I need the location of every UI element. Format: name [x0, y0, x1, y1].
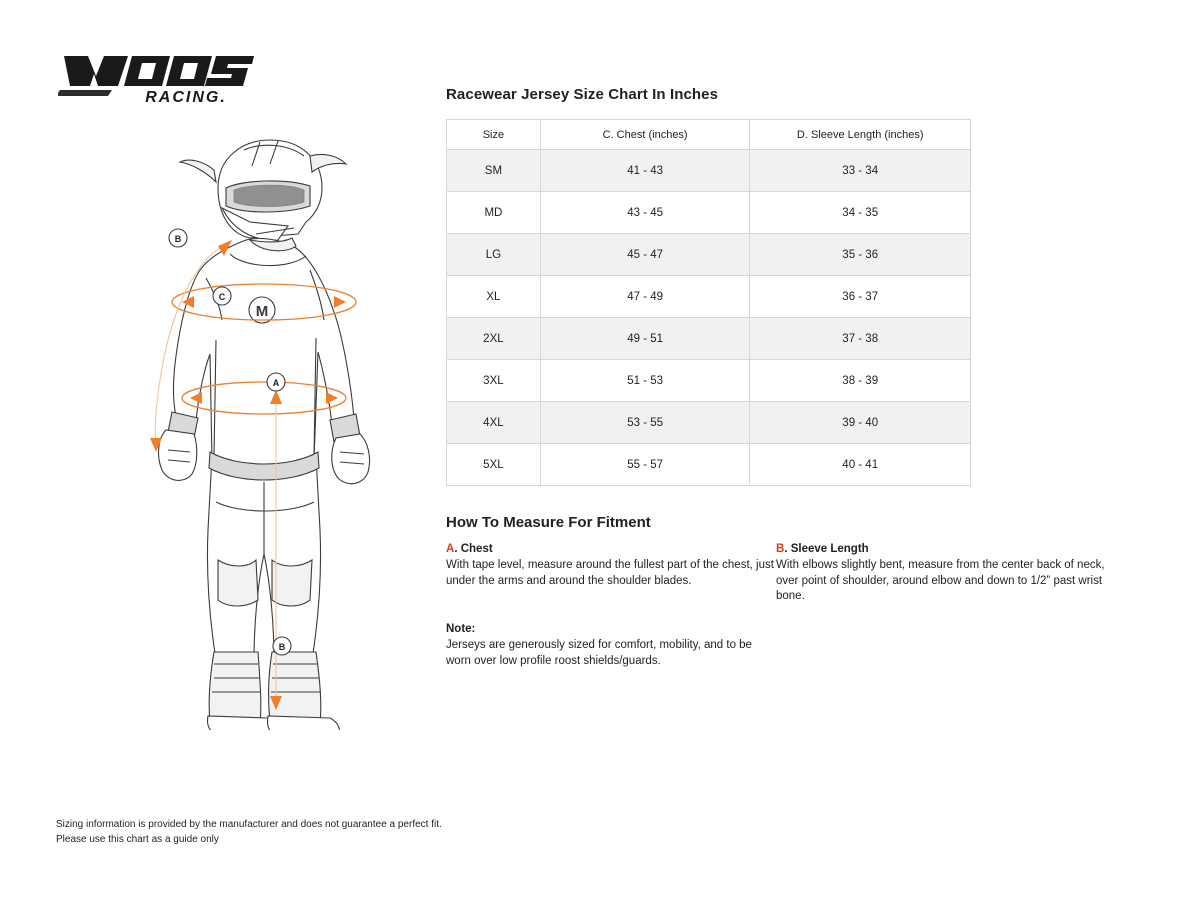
cell-size: 2XL: [447, 318, 541, 360]
how-to-measure-title: How To Measure For Fitment: [446, 514, 651, 531]
helmet: [180, 140, 346, 240]
cell-chest: 51 - 53: [540, 360, 750, 402]
cell-chest: 49 - 51: [540, 318, 750, 360]
size-chart-table: [446, 119, 971, 486]
note-text: Jerseys are generously sized for comfort, mobility, and to be worn over low profile roost shields/guards.: [446, 639, 752, 667]
cell-size: 4XL: [447, 402, 541, 444]
pants: [207, 452, 320, 660]
measure-chest-heading: [446, 543, 776, 555]
cell-chest: 45 - 47: [540, 234, 750, 276]
moose-racing-logo: [58, 52, 258, 108]
table-row: [447, 276, 971, 318]
measure-chest-dot: .: [454, 543, 458, 555]
table-row: [447, 234, 971, 276]
svg-text:B: B: [278, 642, 286, 652]
table-row: [447, 360, 971, 402]
marker-waist: [267, 373, 285, 391]
cell-sleeve: 40 - 41: [750, 444, 971, 486]
cell-chest: 43 - 45: [540, 192, 750, 234]
column-header-size: Size: [447, 120, 541, 150]
cell-chest: 47 - 49: [540, 276, 750, 318]
column-header-chest: C. Chest (inches): [540, 120, 750, 150]
svg-text:C: C: [218, 292, 226, 302]
cell-sleeve: 37 - 38: [750, 318, 971, 360]
cell-size: LG: [447, 234, 541, 276]
note-block: [446, 623, 776, 669]
note-label: Note:: [446, 623, 476, 636]
disclaimer-line-1: Sizing information is provided by the manufacturer and does not guarantee a perfect fit.: [56, 819, 442, 830]
table-row: [447, 150, 971, 192]
disclaimer: [56, 818, 442, 847]
cell-size: SM: [447, 150, 541, 192]
cell-sleeve: 36 - 37: [750, 276, 971, 318]
page-title: Racewear Jersey Size Chart In Inches: [446, 86, 719, 103]
measure-sleeve-dot: .: [784, 543, 788, 555]
cell-chest: 55 - 57: [540, 444, 750, 486]
cell-sleeve: 35 - 36: [750, 234, 971, 276]
cell-size: 5XL: [447, 444, 541, 486]
cell-size: MD: [447, 192, 541, 234]
cell-sleeve: 33 - 34: [750, 150, 971, 192]
measure-chest-letter: A: [446, 543, 455, 555]
marker-chest: [213, 287, 231, 305]
svg-text:B: B: [174, 234, 182, 244]
cell-size: 3XL: [447, 360, 541, 402]
measure-sleeve-letter: B: [776, 543, 785, 555]
cell-size: XL: [447, 276, 541, 318]
disclaimer-line-2: Please use this chart as a guide only: [56, 833, 219, 845]
logo-racing-text: RACING.: [145, 89, 227, 106]
measure-chest-text: With tape level, measure around the fullest part of the chest, just under the arms and around the shoulder blades.: [446, 559, 774, 587]
cell-sleeve: 34 - 35: [750, 192, 971, 234]
svg-text:A: A: [272, 378, 280, 388]
marker-sleeve-bottom: [273, 637, 291, 655]
rider-illustration: [110, 130, 420, 730]
measure-chest-label: Chest: [460, 543, 493, 555]
cell-chest: 53 - 55: [540, 402, 750, 444]
table-row: [447, 318, 971, 360]
measure-sleeve-label: Sleeve Length: [790, 543, 869, 555]
jersey-logo-letter: M: [255, 303, 269, 320]
boots: [208, 652, 340, 730]
cell-chest: 41 - 43: [540, 150, 750, 192]
table-row: [447, 402, 971, 444]
measure-sleeve-heading: [776, 543, 1106, 555]
measure-chest-block: [446, 543, 776, 669]
cell-sleeve: 38 - 39: [750, 360, 971, 402]
table-row: [447, 444, 971, 486]
marker-sleeve-top: [169, 229, 187, 247]
how-to-measure-section: [446, 514, 1146, 669]
chart-column: [446, 86, 1146, 669]
table-row: [447, 192, 971, 234]
measure-sleeve-text: With elbows slightly bent, measure from the center back of neck, over point of shoulder, around elbow and down to 1/2” past wrist bone.: [776, 559, 1105, 603]
measure-sleeve-block: [776, 543, 1106, 605]
column-header-sleeve: D. Sleeve Length (inches): [750, 120, 971, 150]
cell-sleeve: 39 - 40: [750, 402, 971, 444]
table-header-row: [447, 120, 971, 150]
